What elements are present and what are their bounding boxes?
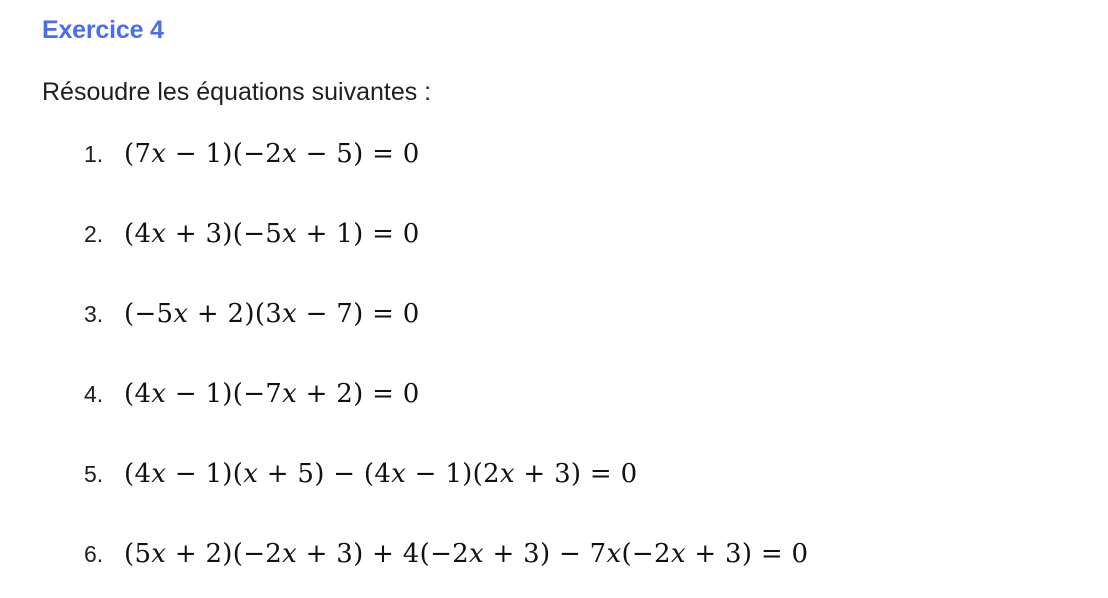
exercise-title: Exercice 4	[42, 16, 164, 44]
equation-number: 5.	[84, 460, 104, 487]
equation-expression: (−5𝑥 + 2)(3𝑥 − 7) = 0	[124, 299, 420, 329]
list-item	[84, 294, 420, 334]
list-item	[84, 374, 420, 414]
equation-number: 1.	[84, 140, 104, 167]
equation-number: 6.	[84, 540, 104, 567]
list-item	[84, 214, 420, 254]
exercise-intro: Résoudre les équations suivantes :	[42, 78, 432, 106]
equation-expression: (5𝑥 + 2)(−2𝑥 + 3) + 4(−2𝑥 + 3) − 7𝑥(−2𝑥 + 3) = 0	[124, 539, 809, 569]
equation-expression: (7𝑥 − 1)(−2𝑥 − 5) = 0	[124, 139, 420, 169]
equation-number: 2.	[84, 220, 104, 247]
equation-expression: (4𝑥 − 1)(𝑥 + 5) − (4𝑥 − 1)(2𝑥 + 3) = 0	[124, 459, 638, 489]
list-item	[84, 134, 420, 174]
equation-number: 4.	[84, 380, 104, 407]
list-item	[84, 454, 637, 494]
equation-expression: (4𝑥 − 1)(−7𝑥 + 2) = 0	[124, 379, 420, 409]
equation-expression: (4𝑥 + 3)(−5𝑥 + 1) = 0	[124, 219, 420, 249]
list-item	[84, 534, 808, 574]
equation-number: 3.	[84, 300, 104, 327]
